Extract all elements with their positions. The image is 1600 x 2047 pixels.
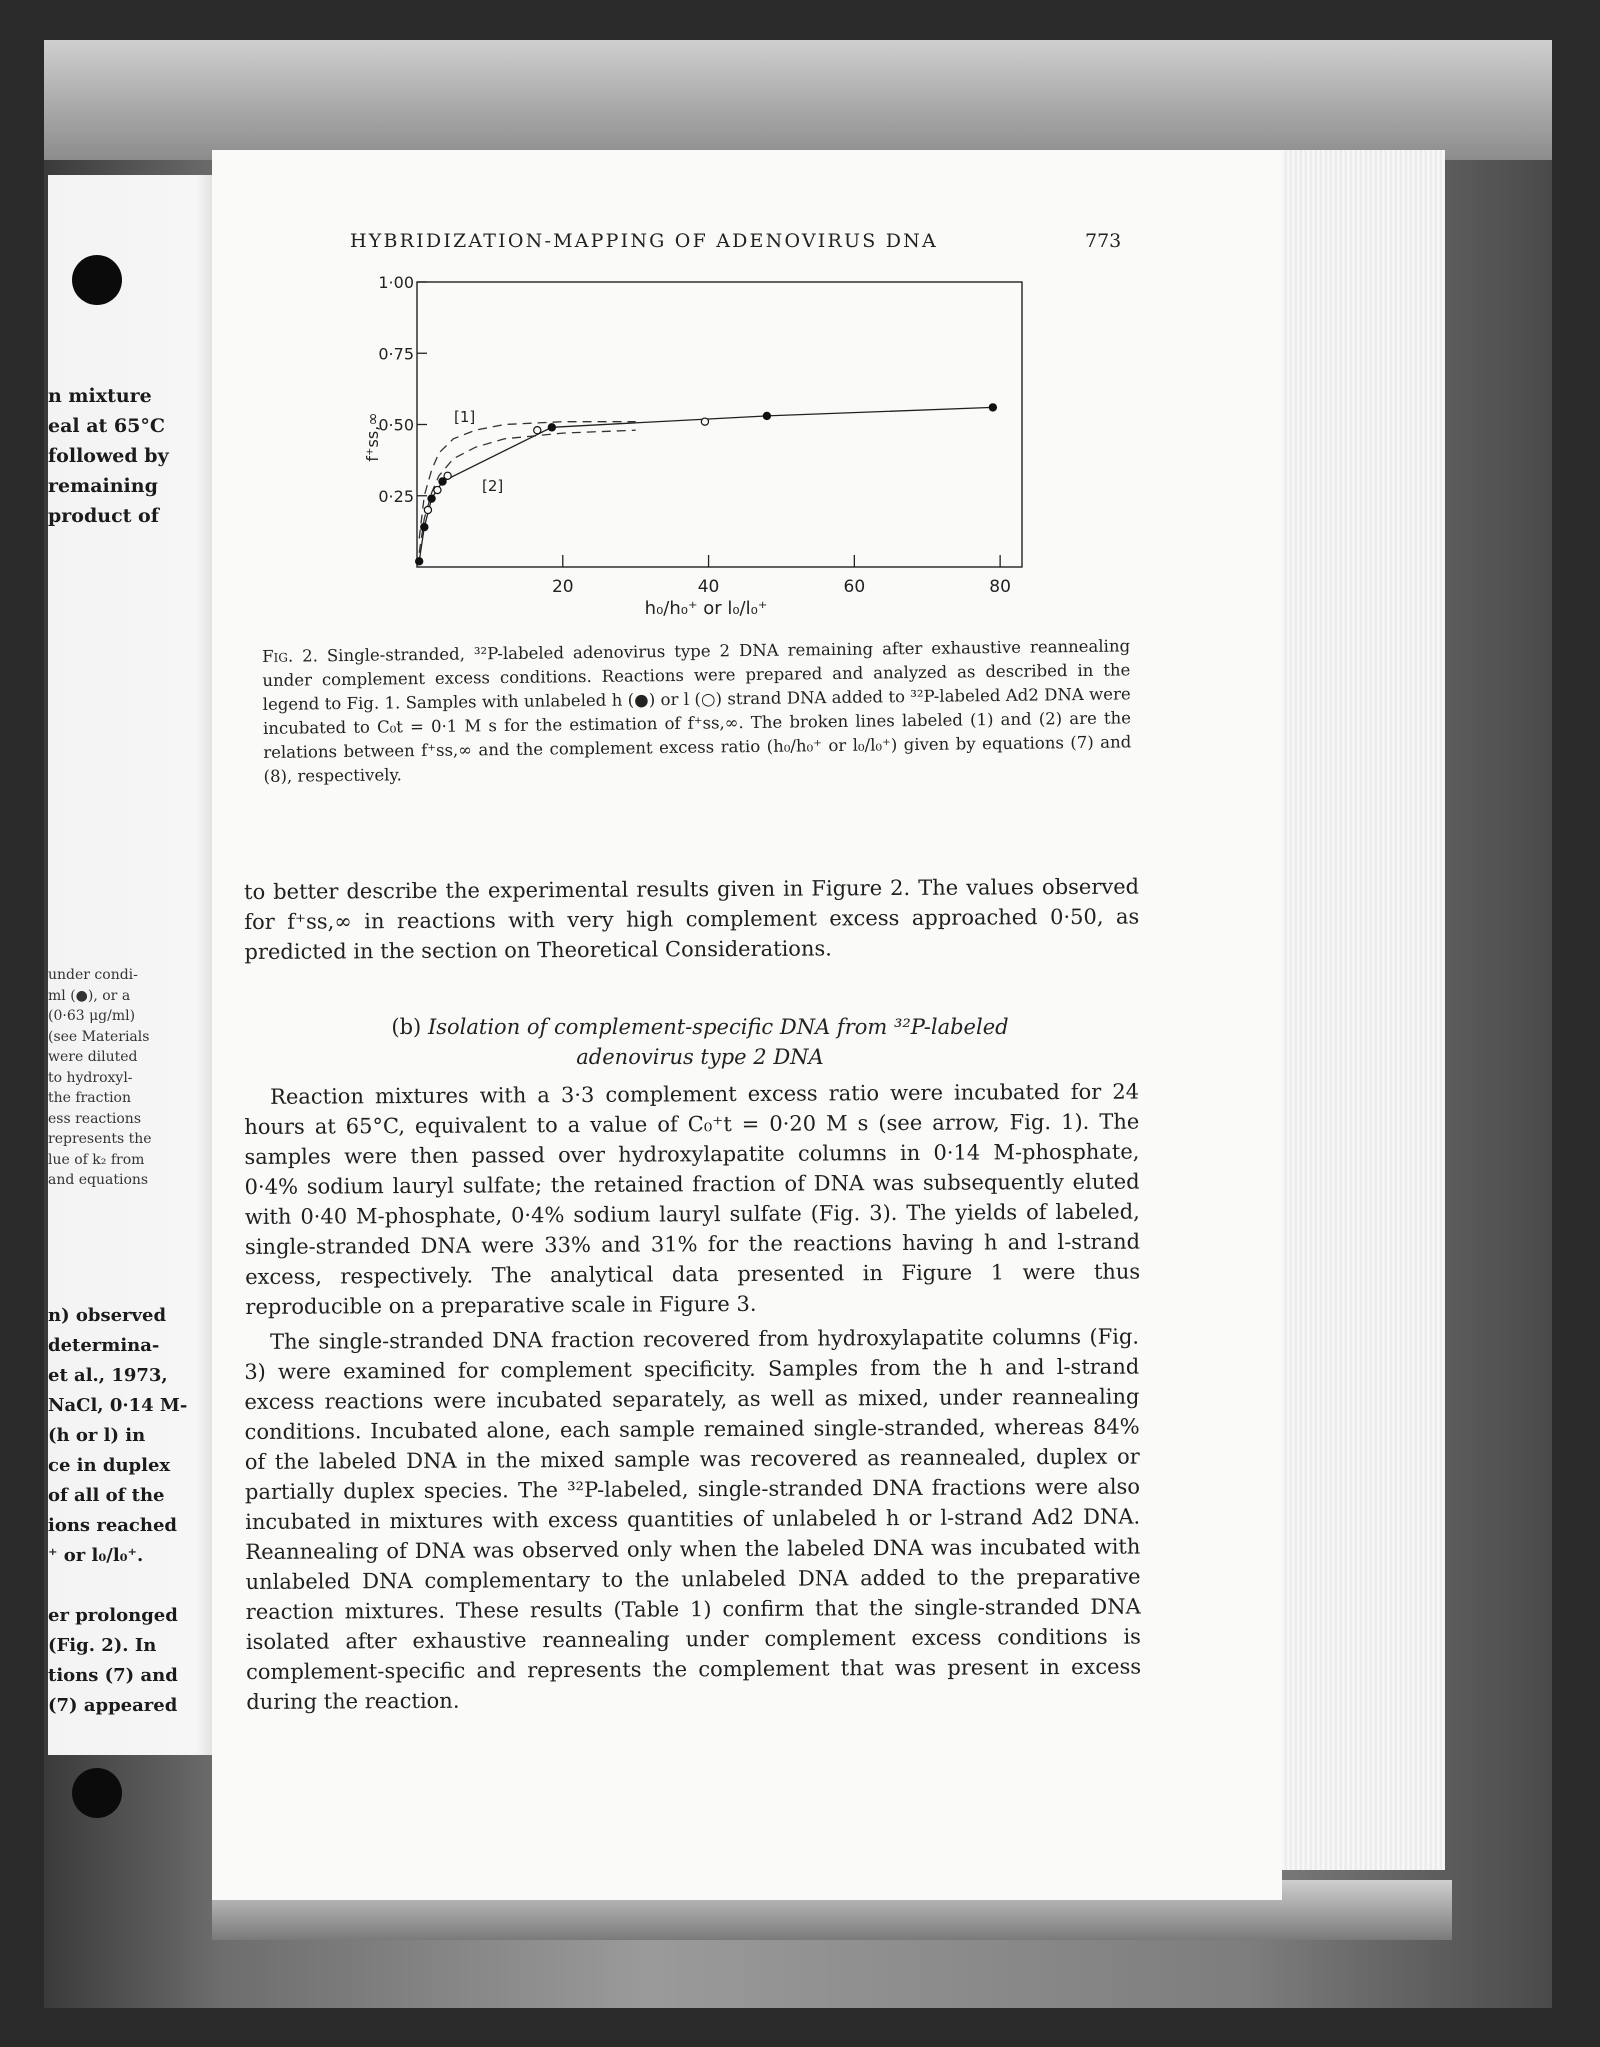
binder-hole-bottom [72, 1768, 122, 1818]
left-page-fragment: the fraction [48, 1090, 131, 1106]
top-shadow [44, 40, 1552, 160]
left-page-fragment: were diluted [48, 1049, 138, 1065]
left-page-fragment: n mixture [48, 385, 152, 407]
left-page-fragment: (Fig. 2). In [48, 1635, 157, 1656]
paragraph-3 [244, 1322, 1141, 1717]
y-tick-label: 0·25 [378, 486, 414, 506]
filled-data-point [416, 558, 423, 565]
left-page-fragment: (h or l) in [48, 1425, 146, 1446]
binder-hole-top [72, 255, 122, 305]
section-title-line2: adenovirus type 2 DNA [576, 1045, 824, 1069]
left-page-fragment: ml (●), or a [48, 987, 131, 1004]
filled-data-point [548, 424, 555, 431]
left-page-fragment: product of [48, 505, 159, 527]
caption-text: Single-stranded, ³²P-labeled adenovirus type 2 DNA remaining after exhaustive reannealing under complement excess conditions. Reactions were prepared and analyzed as described in the legend to Fig. 1. Samples with unlabeled h (●) or l (○) strand DNA added to ³²P-labeled Ad2 DNA were incubated to C₀t = 0·1 M s for the estimation of f⁺ss,∞. The broken lines labeled (1) and (2) are the relations between f⁺ss,∞ and the complement excess ratio (h₀/h₀⁺ or l₀/l₀⁺) given by equations (7) and (8), respectively. [262, 636, 1132, 786]
x-tick-label: 60 [843, 577, 866, 597]
x-tick-label: 20 [551, 577, 574, 597]
y-tick-label: 0·50 [378, 415, 414, 435]
left-page-fragment: (see Materials [48, 1028, 150, 1045]
curve-label-2: [2] [482, 477, 504, 495]
filled-data-point [989, 404, 996, 411]
section-title-line1: Isolation of complement-specific DNA from ³²P-labeled [427, 1015, 1009, 1039]
chart-lines [419, 407, 993, 561]
page-number: 773 [1085, 230, 1122, 252]
open-data-point [434, 486, 441, 493]
left-page-fragment: represents the [48, 1131, 152, 1147]
curve-label-1: [1] [454, 408, 476, 426]
filled-data-point [763, 412, 770, 419]
x-tick-label: 80 [989, 577, 1011, 597]
caption-fig-label: Fig. 2. [262, 646, 319, 666]
section-heading [250, 1012, 1150, 1072]
section-prefix: (b) [391, 1015, 422, 1039]
x-axis-label: h₀/h₀⁺ or l₀/l₀⁺ [644, 598, 768, 619]
broken-line-2 [419, 430, 636, 553]
left-page-fragment: lue of k₂ from [48, 1151, 145, 1168]
left-page-fragment: to hydroxyl- [48, 1069, 133, 1086]
open-data-point [701, 418, 708, 425]
paragraph-1-text: to better describe the experimental results given in Figure 2. The values observed for f⁺ss,∞ in reactions with very high complement excess approached 0·50, as predicted in the section on Theoretical Considerations. [244, 874, 1140, 964]
left-page-fragment: tions (7) and [48, 1665, 178, 1686]
open-data-point [534, 427, 541, 434]
left-page-fragment: ⁺ or l₀/l₀⁺. [48, 1545, 144, 1566]
chart-ticks [378, 273, 1011, 597]
figure-caption [262, 634, 1132, 789]
y-axis-label: f⁺ss,∞ [363, 412, 382, 462]
open-data-point [444, 472, 451, 479]
filled-data-point [428, 495, 435, 502]
left-page-fragment: ions reached [48, 1515, 178, 1536]
running-head: HYBRIDIZATION-MAPPING OF ADENOVIRUS DNA [350, 230, 938, 252]
left-facing-page [48, 175, 233, 1755]
paragraph-2-text: Reaction mixtures with a 3·3 complement excess ratio were incubated for 24 hours at 65°C, equivalent to a value of C₀⁺t = 0·20 M s (see arrow, Fig. 1). The samples were then passed over hydroxylapatite columns in 0·14 M-phosphate, 0·4% sodium lauryl sulfate; the retained fraction of DNA was subsequently eluted with 0·40 M-phosphate, 0·4% sodium lauryl sulfate (Fig. 3). The yields of labeled, single-stranded DNA were 33% and 31% for the reactions having h and l-strand excess, respectively. The analytical data presented in Figure 1 were thus reproducible on a preparative scale in Figure 3. [244, 1079, 1141, 1319]
left-page-fragment: under condi- [48, 967, 138, 983]
left-page-fragment: (7) appeared [48, 1695, 178, 1716]
paragraph-1 [244, 872, 1140, 967]
figure-2-chart [332, 272, 1032, 632]
left-page-fragment: followed by [48, 445, 169, 467]
left-page-fragment: and equations [48, 1172, 149, 1188]
left-page-fragment: of all of the [48, 1485, 165, 1506]
left-page-fragment: NaCl, 0·14 M- [48, 1395, 188, 1416]
filled-data-point [421, 524, 428, 531]
page-stack-edges [1275, 150, 1445, 1870]
left-page-fragment: eal at 65°C [48, 415, 165, 437]
paragraph-2 [244, 1077, 1140, 1322]
solid-fit-line [419, 407, 993, 561]
left-page-fragment: ess reactions [48, 1110, 142, 1127]
left-page-fragment: (0·63 μg/ml) [48, 1008, 136, 1024]
left-page-fragment: n) observed [48, 1305, 167, 1326]
left-page-fragment: determina- [48, 1335, 160, 1356]
paragraph-3-text: The single-stranded DNA fraction recovered from hydroxylapatite columns (Fig. 3) were examined for complement specificity. Samples from the h and l-strand excess reactions were incubated separately, as well as mixed, under reannealing conditions. Incubated alone, each sample remained single-stranded, whereas 84% of the labeled DNA in the mixed sample was recovered as reannealed, duplex or partially duplex species. The ³²P-labeled, single-stranded DNA fractions were also incubated in mixtures with excess quantities of unlabeled h or l-strand Ad2 DNA. Reannealing of DNA was observed only when the labeled DNA was incubated with unlabeled DNA complementary to the unlabeled DNA added to the preparative reaction mixtures. These results (Table 1) confirm that the single-stranded DNA isolated after exhaustive reannealing under complement excess conditions is complement-specific and represents the complement that was present in excess during the reaction. [244, 1324, 1142, 1714]
left-page-fragment: et al., 1973, [48, 1365, 168, 1386]
left-page-fragment: remaining [48, 475, 158, 497]
y-tick-label: 0·75 [378, 344, 414, 364]
left-page-fragment: er prolonged [48, 1605, 178, 1626]
left-page-fragment: ce in duplex [48, 1455, 171, 1476]
y-tick-label: 1·00 [378, 273, 414, 292]
open-data-point [424, 506, 431, 513]
x-tick-label: 40 [697, 577, 720, 597]
